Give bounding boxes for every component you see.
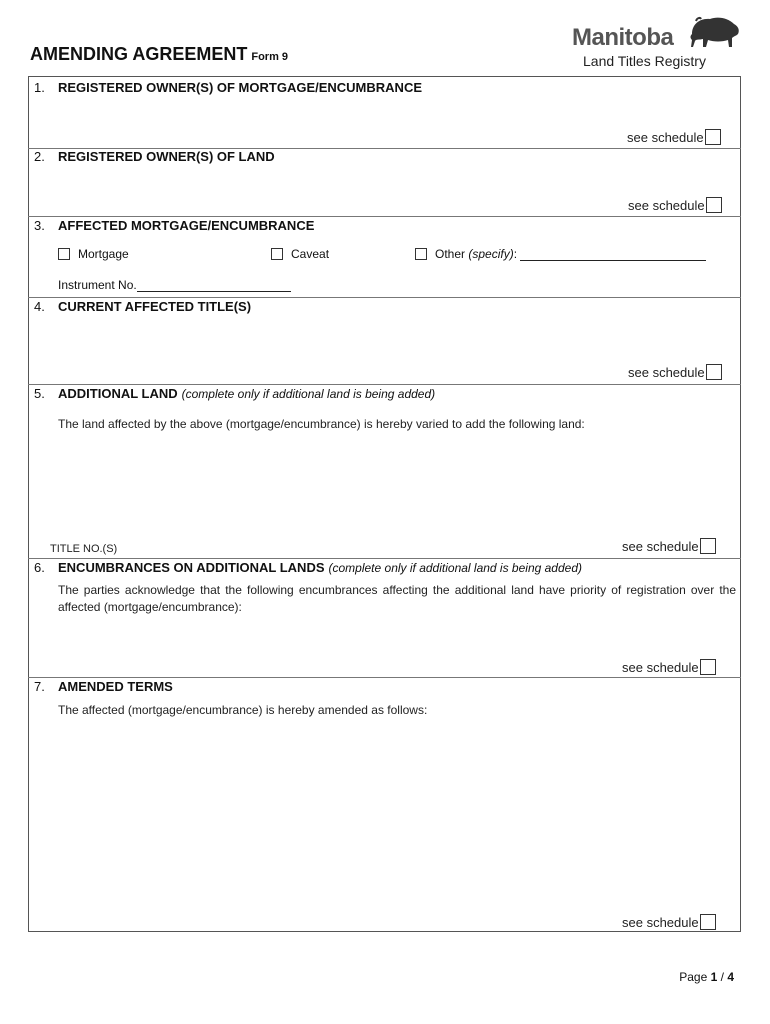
- form-title: [30, 44, 288, 65]
- schedule-checkbox-5[interactable]: [700, 538, 716, 554]
- schedule-toggle-2: see schedule: [628, 197, 722, 213]
- schedule-toggle-6: see schedule: [622, 659, 716, 675]
- schedule-toggle-1: see schedule: [627, 129, 721, 145]
- schedule-toggle-7: see schedule: [622, 914, 716, 930]
- divider: [28, 677, 741, 678]
- divider: [28, 384, 741, 385]
- section-7-text: The affected (mortgage/encumbrance) is hereby amended as follows:: [58, 703, 428, 717]
- schedule-checkbox-2[interactable]: [706, 197, 722, 213]
- other-specify-field[interactable]: [520, 248, 706, 261]
- instrument-number-field[interactable]: [137, 279, 291, 292]
- section-6-text: The parties acknowledge that the following encumbrances affecting the additional land have priority of registration over the affected (mortgage/encumbrance):: [58, 583, 736, 614]
- logo-wordmark: Manitoba: [572, 24, 674, 51]
- form-number: Form 9: [251, 51, 289, 63]
- registry-name: Land Titles Registry: [583, 53, 706, 69]
- option-mortgage: Mortgage: [58, 247, 129, 261]
- section-7-heading: 7. AMENDED TERMS: [34, 679, 173, 694]
- form-title-text: AMENDING AGREEMENT: [30, 44, 248, 64]
- divider: [28, 216, 741, 217]
- schedule-checkbox-7[interactable]: [700, 914, 716, 930]
- caveat-checkbox[interactable]: [271, 248, 283, 260]
- section-4-heading: 4. CURRENT AFFECTED TITLE(S): [34, 299, 252, 314]
- schedule-toggle-4: see schedule: [628, 364, 722, 380]
- section-5-text: The land affected by the above (mortgage/encumbrance) is hereby varied to add the following land:: [58, 417, 585, 431]
- bison-logo-icon: [688, 14, 742, 50]
- schedule-checkbox-6[interactable]: [700, 659, 716, 675]
- schedule-toggle-5: see schedule: [622, 538, 716, 554]
- title-numbers-label: TITLE NO.(S): [50, 543, 118, 555]
- option-caveat: Caveat: [271, 247, 329, 261]
- section-3-heading: 3. AFFECTED MORTGAGE/ENCUMBRANCE: [34, 218, 315, 233]
- section-6-heading: 6. ENCUMBRANCES ON ADDITIONAL LANDS (complete only if additional land is being added): [34, 560, 582, 575]
- other-checkbox[interactable]: [415, 248, 427, 260]
- divider: [28, 297, 741, 298]
- instrument-number: Instrument No.: [58, 278, 291, 292]
- option-other: Other (specify):: [415, 247, 706, 261]
- schedule-checkbox-1[interactable]: [705, 129, 721, 145]
- schedule-checkbox-4[interactable]: [706, 364, 722, 380]
- section-5-heading: 5. ADDITIONAL LAND (complete only if additional land is being added): [34, 386, 436, 401]
- divider: [28, 558, 741, 559]
- section-2-heading: 2. REGISTERED OWNER(S) OF LAND: [34, 149, 275, 164]
- section-1-heading: 1. REGISTERED OWNER(S) OF MORTGAGE/ENCUMBRANCE: [34, 80, 422, 95]
- page-number: Page 1 / 4: [679, 970, 734, 984]
- mortgage-checkbox[interactable]: [58, 248, 70, 260]
